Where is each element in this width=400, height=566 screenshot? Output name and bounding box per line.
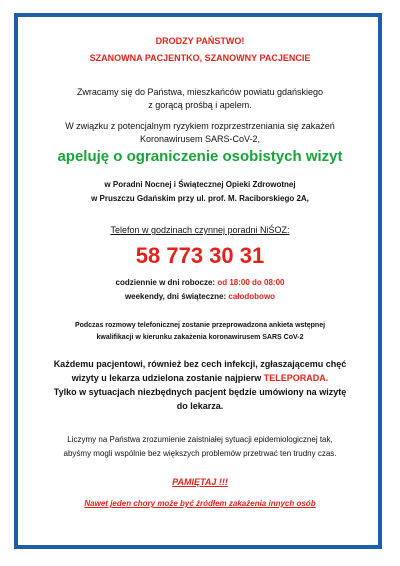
phone-label: Telefon w godzinach czynnej poradni NiŚOZ: <box>110 225 290 235</box>
greeting-heading: DRODZY PAŃSTWO! <box>155 36 245 46</box>
teleporada-line-2-text: wizyty u lekarza udzielona zostanie najpierw <box>71 373 264 383</box>
teleporada-line-2 <box>20 373 380 384</box>
reminder-title: PAMIĘTAJ !!! <box>172 477 228 487</box>
intro-line-2: z gorącą prośbą i apelem. <box>148 100 252 110</box>
weekend-label: weekendy, dni świąteczne: <box>124 292 229 301</box>
phone-number: 58 773 30 31 <box>135 243 265 268</box>
weekdays-value: od 18:00 do 08:00 <box>217 278 285 287</box>
survey-line-1: Podczas rozmowy telefonicznej zostanie przeprowadzona ankieta wstępnej <box>74 322 326 329</box>
intro-line-3: W związku z potencjalnym ryzykiem rozprzestrzeniania się zakażeń <box>65 121 335 131</box>
intro-line-1: Zwracamy się do Państwa, mieszkańców powiatu gdańskiego <box>76 87 324 97</box>
hours-weekend <box>20 292 380 302</box>
weekend-value: całodobowo <box>228 292 276 301</box>
reminder-text: Nawet jeden chory może być źródłem zakażenia innych osób <box>84 499 316 508</box>
appeal-heading: apeluję o ograniczenie osobistych wizyt <box>57 148 343 165</box>
hours-weekdays <box>20 278 380 288</box>
teleporada-line-3: Tylko w sytuacjach niezbędnych pacjent będzie umówiony na wizytę <box>53 387 347 397</box>
teleporada-highlight: TELEPORADA. <box>263 373 329 383</box>
salutation-heading: SZANOWNA PACJENTKO, SZANOWNY PACJENCIE <box>89 53 311 63</box>
closing-line-2: abyśmy mogli wspólnie bez większych problemów przetrwać ten trudny czas. <box>63 449 337 458</box>
location-line-2: w Pruszczu Gdańskim przy ul. prof. M. Raciborskiego 2A, <box>91 194 309 203</box>
location-line-1: w Poradni Nocnej i Świątecznej Opieki Zdrowotnej <box>104 180 296 189</box>
closing-line-1: Liczymy na Państwa zrozumienie zaistniałej sytuacji epidemiologicznej tak, <box>67 435 333 444</box>
intro-line-4: Koronawirusem SARS-CoV-2, <box>139 134 261 144</box>
weekdays-label: codziennie w dni robocze: <box>115 278 218 287</box>
teleporada-line-4: do lekarza. <box>176 401 224 411</box>
teleporada-line-1: Każdemu pacjentowi, również bez cech infekcji, zgłaszającemu chęć <box>53 359 347 369</box>
survey-line-2: kwalifikacji w kierunku zakażenia koronawirusem SARS CoV-2 <box>96 334 304 341</box>
